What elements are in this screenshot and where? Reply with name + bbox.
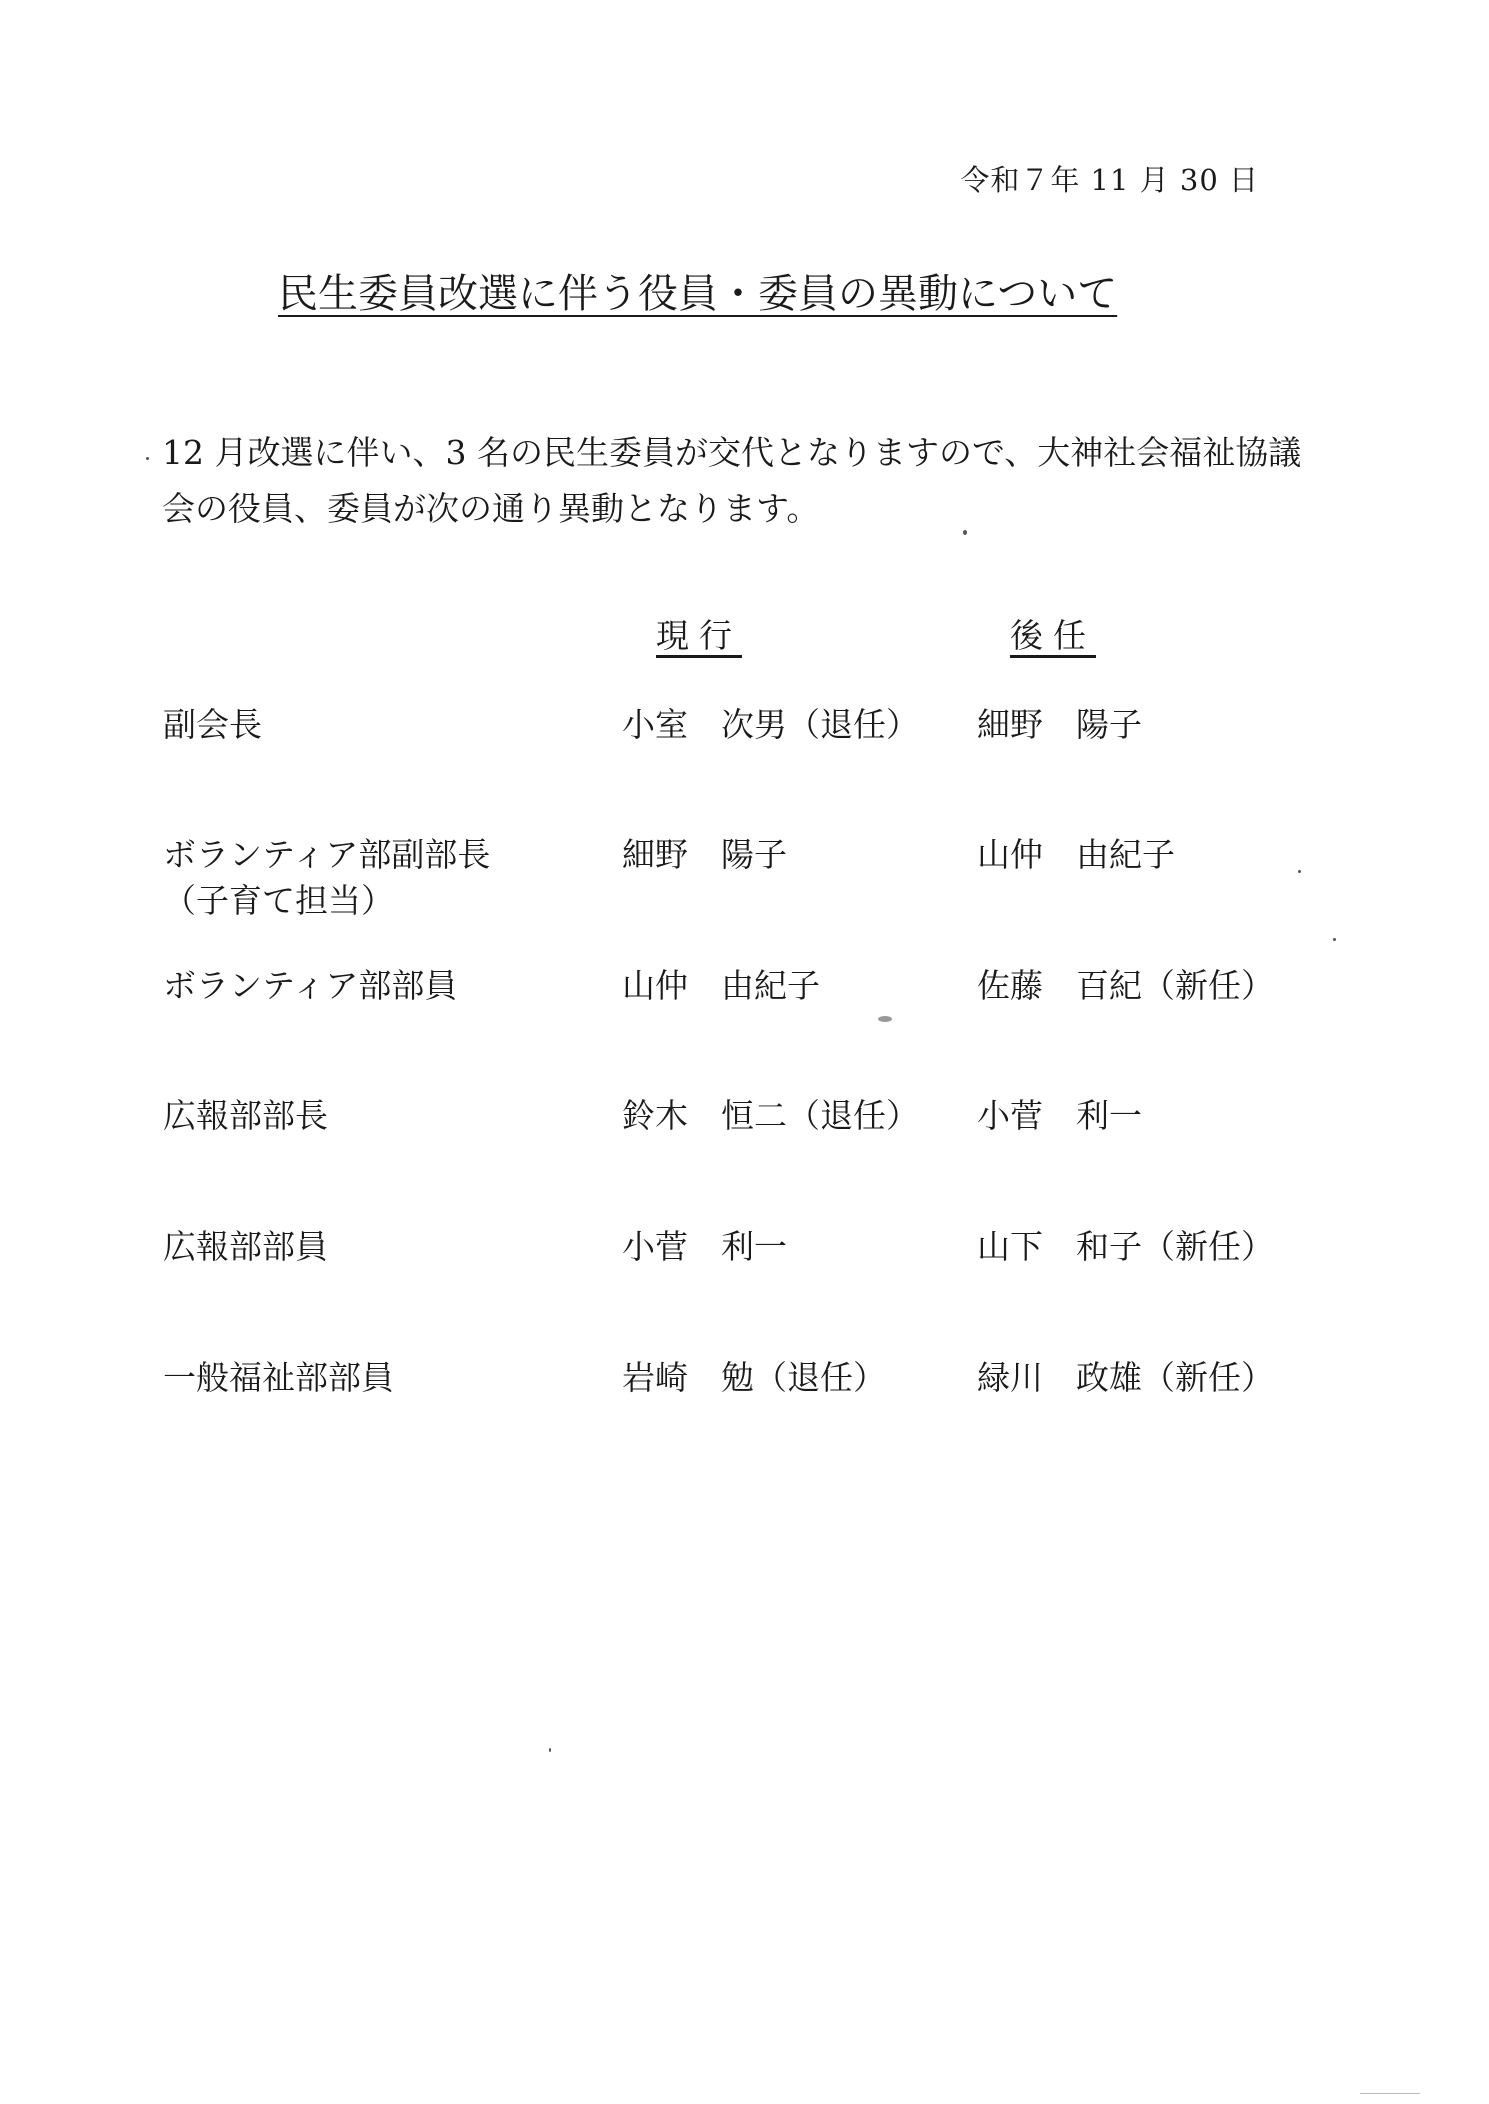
- body-line-2: 会の役員、委員が次の通り異動となります。: [162, 489, 820, 528]
- scan-speck: [549, 1748, 551, 1752]
- role-label: 広報部部員: [163, 1227, 328, 1266]
- role-label-sub: （子育て担当）: [163, 881, 394, 920]
- body-paragraph: [162, 425, 1312, 537]
- scan-speck: [1298, 870, 1301, 873]
- body-line-1: 12 月改選に伴い、3 名の民生委員が交代となりますので、大神社会福祉協議: [162, 433, 1302, 472]
- column-header-current: 現行: [656, 616, 742, 655]
- current-member: 小室 次男（退任）: [622, 705, 919, 744]
- successor-member: 緑川 政雄（新任）: [977, 1358, 1274, 1397]
- scan-speck: [1333, 938, 1336, 941]
- current-member: 岩崎 勉（退任）: [622, 1358, 886, 1397]
- scan-speck: [963, 530, 967, 535]
- current-member: 小菅 利一: [622, 1227, 787, 1266]
- role-label-main: ボランティア部副部長: [163, 835, 491, 874]
- scan-speck: [878, 1016, 892, 1022]
- role-label: [163, 832, 490, 924]
- successor-member: 小菅 利一: [977, 1096, 1142, 1135]
- successor-member: 山下 和子（新任）: [977, 1227, 1274, 1266]
- column-header-successor: 後任: [1010, 616, 1096, 655]
- document-date: 令和７年 11 月 30 日: [960, 163, 1259, 197]
- scan-speck: [1360, 2093, 1420, 2094]
- current-member: 山仲 由紀子: [622, 966, 820, 1005]
- successor-member: 佐藤 百紀（新任）: [977, 966, 1274, 1005]
- document-title: 民生委員改選に伴う役員・委員の異動について: [278, 271, 1118, 317]
- role-label: 広報部部長: [163, 1096, 328, 1135]
- successor-member: 細野 陽子: [977, 705, 1142, 744]
- scan-speck: [146, 457, 149, 460]
- role-label: ボランティア部部員: [163, 966, 458, 1005]
- current-member: 鈴木 恒二（退任）: [622, 1096, 919, 1135]
- role-label: 一般福祉部部員: [163, 1358, 394, 1397]
- current-member: 細野 陽子: [622, 835, 787, 874]
- role-label: 副会長: [163, 705, 262, 744]
- successor-member: 山仲 由紀子: [977, 835, 1175, 874]
